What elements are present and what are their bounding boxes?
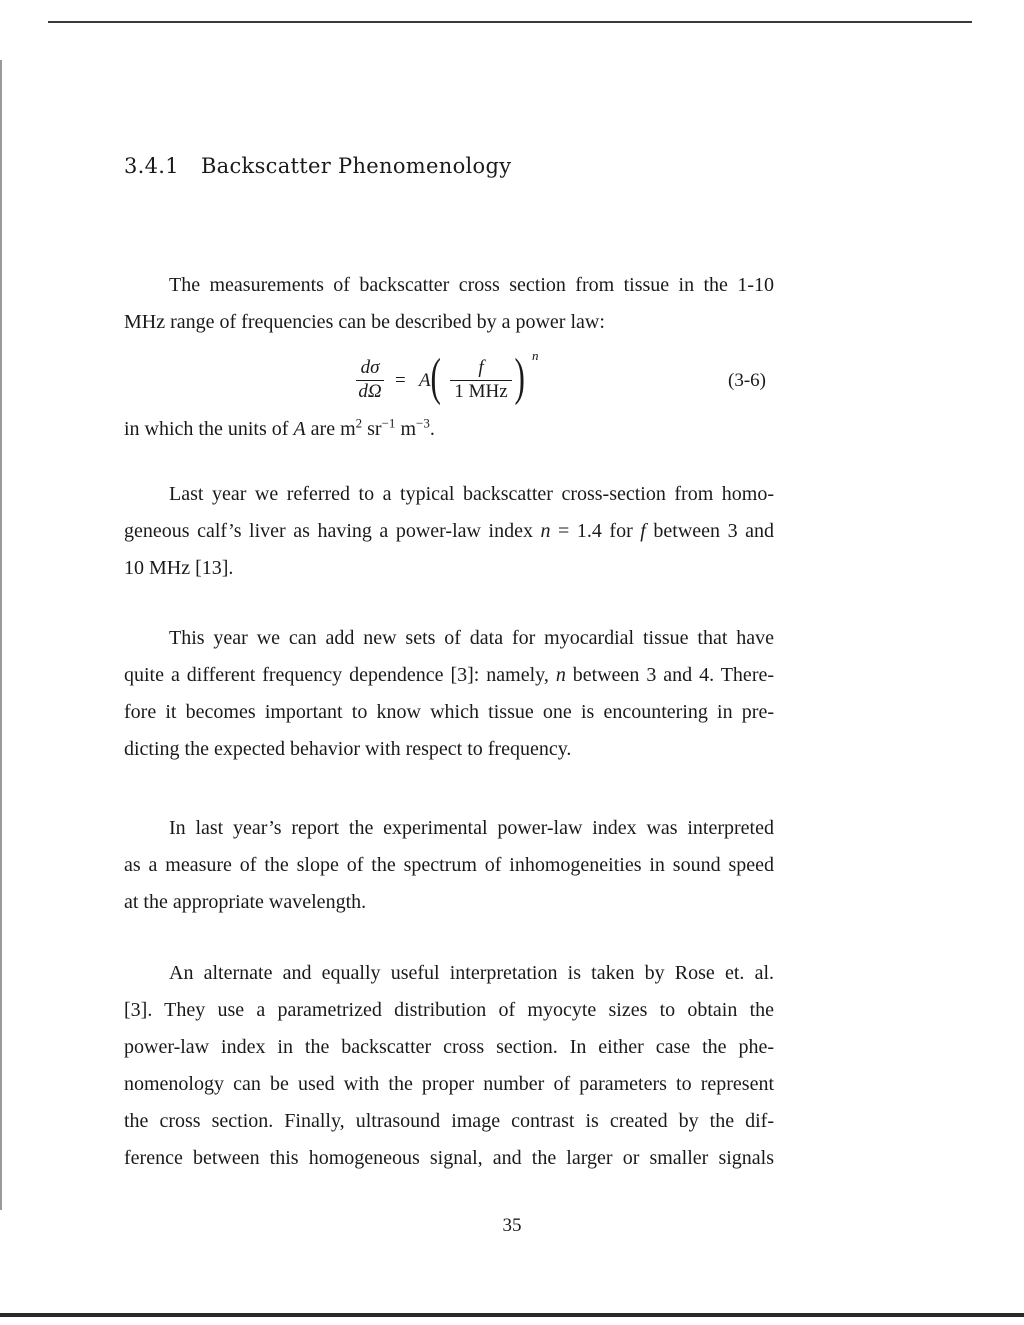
paragraph-5-line-2: [3]. They use a parametrized distribution of myocyte sizes to obtain the [124, 999, 774, 1021]
paragraph-5-line-4: nomenology can be used with the proper number of parameters to represent [124, 1073, 774, 1095]
paragraph-5 [124, 955, 774, 1177]
units-sup-2: −1 [381, 415, 396, 431]
paragraph-2-line-2 [124, 513, 774, 550]
paragraph-5-line-6: ference between this homogeneous signal, and the larger or smaller signals [124, 1147, 774, 1169]
top-rule [48, 21, 972, 23]
p3-line2-a: quite a different frequency dependence [3]: namely, [124, 664, 549, 686]
units-prefix: in which the units of [124, 418, 289, 440]
section-number: 3.4.1 [124, 154, 179, 178]
paragraph-4-line-1: In last year’s report the experimental power-law index was interpreted [169, 817, 774, 839]
section-heading [124, 154, 511, 178]
units-line [124, 411, 774, 448]
lhs-numerator: dσ [360, 357, 380, 378]
paragraph-5-line-3: power-law index in the backscatter cross section. In either case the phe- [124, 1036, 774, 1058]
inner-denominator: 1 MHz [454, 381, 508, 402]
paragraph-5-line-5: the cross section. Finally, ultrasound image contrast is created by the dif- [124, 1110, 774, 1132]
inner-fraction [450, 358, 512, 402]
units-m: m [400, 418, 416, 440]
paragraph-4-line-3: at the appropriate wavelength. [124, 891, 367, 913]
p3-line2-n: n [555, 664, 566, 686]
equals-sign: = [395, 370, 406, 391]
paragraph-3 [124, 620, 774, 768]
paragraph-4 [124, 810, 774, 921]
p2-line2-b: = 1.4 for [558, 520, 633, 542]
paragraph-1-line-2: MHz range of frequencies can be described by a power law: [124, 311, 605, 333]
inner-numerator: f [478, 357, 484, 378]
paragraph-2 [124, 476, 774, 587]
left-paren: ( [430, 349, 441, 406]
equation-3-6 [124, 350, 774, 410]
coefficient-a: A [419, 370, 431, 391]
paragraph-2-line-3: 10 MHz [13]. [124, 557, 234, 579]
units-sup-1: 2 [355, 415, 363, 431]
paragraph-1 [124, 267, 774, 341]
equation-number: (3-6) [728, 370, 766, 391]
units-end: . [429, 418, 435, 440]
paragraph-3-line-2 [124, 657, 774, 694]
p2-line2-n: n [540, 520, 551, 542]
units-sr: sr [367, 418, 382, 440]
scan-left-edge [0, 60, 2, 1210]
right-paren: ) [514, 349, 525, 406]
exponent-n: n [532, 348, 539, 363]
units-mid: are m [310, 418, 356, 440]
page-number: 35 [502, 1215, 522, 1236]
p2-line2-f: f [640, 520, 646, 542]
bottom-rule [0, 1313, 1024, 1317]
p2-line2-a: geneous calf’s liver as having a power-law index [124, 520, 533, 542]
units-sup-3: −3 [416, 415, 430, 431]
lhs-fraction [356, 358, 384, 402]
paragraph-2-line-1: Last year we referred to a typical backscatter cross-section from homo- [169, 483, 774, 505]
paragraph-3-line-1: This year we can add new sets of data for myocardial tissue that have [169, 627, 774, 649]
lhs-denominator: dΩ [358, 381, 382, 402]
units-sentence [124, 411, 774, 448]
paragraph-1-line-1: The measurements of backscatter cross section from tissue in the 1-10 [169, 274, 774, 296]
p2-line2-c: between 3 and [653, 520, 775, 542]
units-symbol-a: A [293, 418, 306, 440]
paragraph-5-line-1: An alternate and equally useful interpretation is taken by Rose et. al. [169, 962, 774, 984]
section-title: Backscatter Phenomenology [200, 154, 512, 178]
paragraph-3-line-4: dicting the expected behavior with respect to frequency. [124, 738, 572, 760]
p3-line2-b: between 3 and 4. There- [572, 664, 775, 686]
paragraph-3-line-3: fore it becomes important to know which tissue one is encountering in pre- [124, 701, 774, 723]
paragraph-4-line-2: as a measure of the slope of the spectrum of inhomogeneities in sound speed [124, 854, 774, 876]
